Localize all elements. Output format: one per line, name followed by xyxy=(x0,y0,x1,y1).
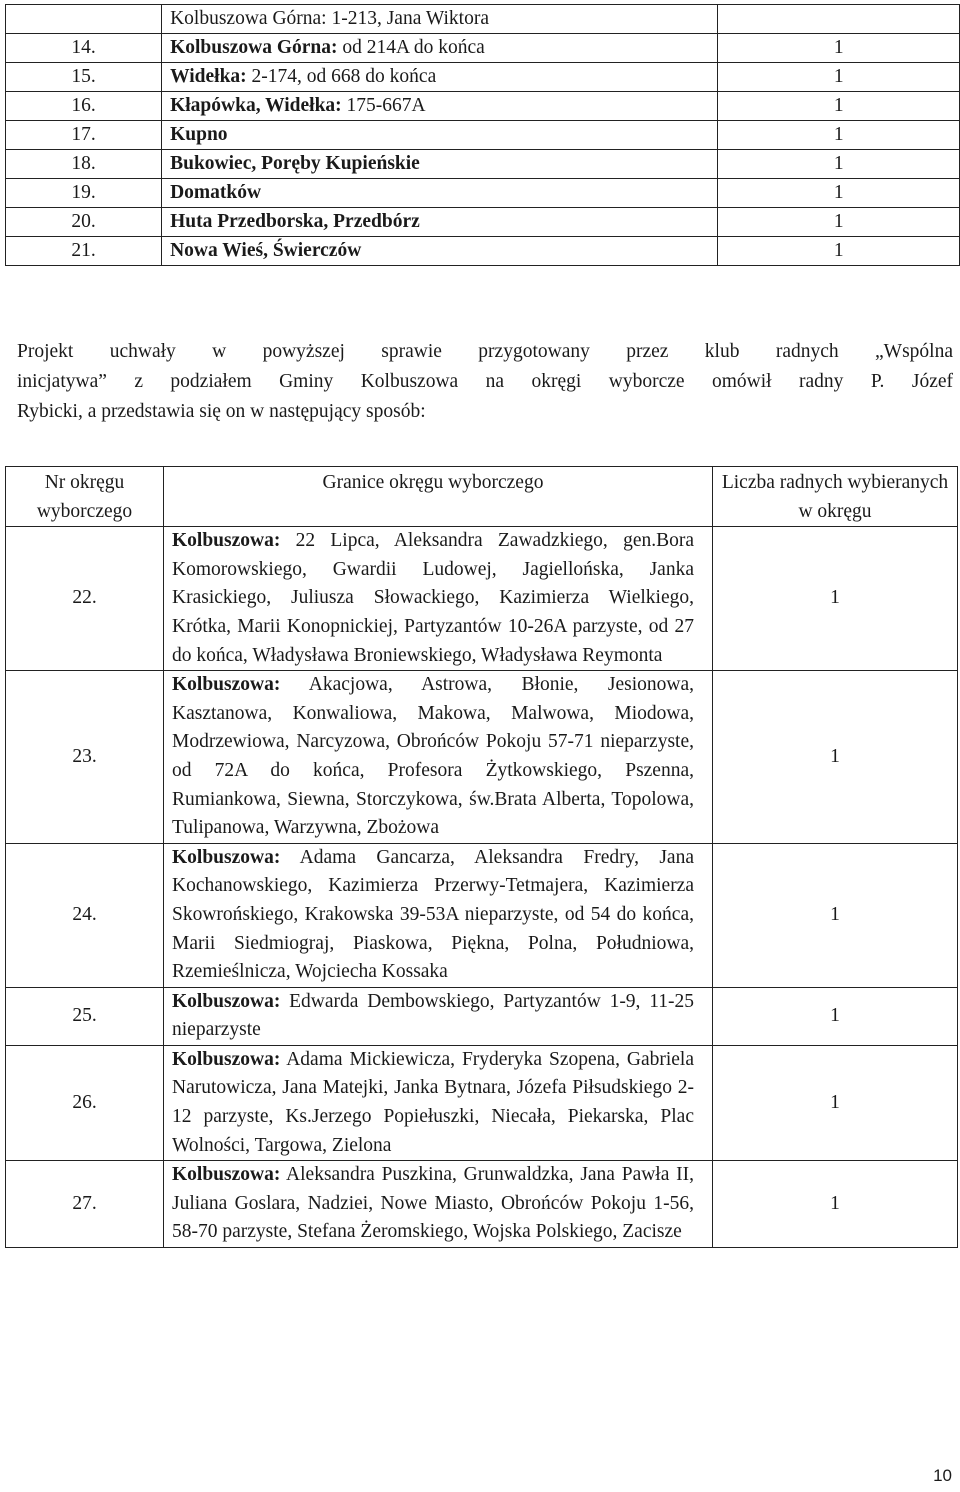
paragraph-line: Projekt uchwały w powyższej sprawie przygotowany przez klub radnych „Wspólna xyxy=(17,341,953,362)
councillor-count: 1 xyxy=(718,208,960,237)
paragraph-line: inicjatywa” z podziałem Gminy Kolbuszowa na okręgi wyborcze omówił radny P. Józef xyxy=(17,371,953,392)
district-name: Nowa Wieś, Świerczów xyxy=(162,237,718,266)
districts-table-top xyxy=(5,4,960,266)
district-number: 24. xyxy=(6,843,164,987)
councillor-count: 1 xyxy=(713,987,958,1045)
district-number: 23. xyxy=(6,671,164,844)
councillor-count: 1 xyxy=(718,150,960,179)
district-name: Bukowiec, Poręby Kupieńskie xyxy=(162,150,718,179)
district-boundaries: Kolbuszowa: Akacjowa, Astrowa, Błonie, Jesionowa, Kasztanowa, Konwaliowa, Makowa, Malwowa, Miodowa, Modrzewiowa, Narcyzowa, Obrońców Pokoju 57-71 nieparzyste, od 72A do końca, Profesora Żytkowskiego, Pszenna, Rumiankowa, Siewna, Storczykowa, św.Brata Alberta, Topolowa, Tulipanowa, Warzywna, Zbożowa xyxy=(164,671,713,844)
district-number: 16. xyxy=(6,92,162,121)
councillor-count: 1 xyxy=(718,92,960,121)
councillor-count xyxy=(718,5,960,34)
table-row xyxy=(6,179,960,208)
district-number: 14. xyxy=(6,34,162,63)
table-row xyxy=(6,208,960,237)
header-district-number: Nr okręgu wyborczego xyxy=(6,467,164,527)
councillor-count: 1 xyxy=(718,63,960,92)
councillor-count: 1 xyxy=(718,121,960,150)
table-row xyxy=(6,5,960,34)
district-number: 26. xyxy=(6,1045,164,1160)
district-number: 25. xyxy=(6,987,164,1045)
district-boundaries: Kolbuszowa: Adama Gancarza, Aleksandra Fredry, Jana Kochanowskiego, Kazimierza Przerwy-Tetmajera, Kazimierza Skowrońskiego, Krakowska 39-53A nieparzyste, od 54 do końca, Marii Siedmiograj, Piaskowa, Piękna, Polna, Południowa, Rzemieślnicza, Wojciecha Kossaka xyxy=(164,843,713,987)
district-name: Domatków xyxy=(162,179,718,208)
table-row xyxy=(6,1161,958,1248)
district-number: 17. xyxy=(6,121,162,150)
table-row xyxy=(6,987,958,1045)
district-name: Kupno xyxy=(162,121,718,150)
district-number: 19. xyxy=(6,179,162,208)
table-row xyxy=(6,92,960,121)
district-name: Kolbuszowa Górna: od 214A do końca xyxy=(162,34,718,63)
district-name: Kłapówka, Widełka: 175-667A xyxy=(162,92,718,121)
councillor-count: 1 xyxy=(718,237,960,266)
paragraph-line: Rybicki, a przedstawia się on w następujący sposób: xyxy=(17,401,426,422)
table-row xyxy=(6,34,960,63)
header-district-boundaries: Granice okręgu wyborczego xyxy=(164,467,713,527)
header-councillor-count: Liczba radnych wybieranych w okręgu xyxy=(713,467,958,527)
district-number: 18. xyxy=(6,150,162,179)
district-name: Huta Przedborska, Przedbórz xyxy=(162,208,718,237)
district-number xyxy=(6,5,162,34)
district-name: Kolbuszowa Górna: 1-213, Jana Wiktora xyxy=(162,5,718,34)
district-number: 22. xyxy=(6,527,164,671)
table-row xyxy=(6,843,958,987)
table-row xyxy=(6,671,958,844)
councillor-count: 1 xyxy=(713,527,958,671)
page-number: 10 xyxy=(933,1466,952,1485)
table-row xyxy=(6,150,960,179)
district-number: 20. xyxy=(6,208,162,237)
district-boundaries: Kolbuszowa: Edwarda Dembowskiego, Partyzantów 1-9, 11-25 nieparzyste xyxy=(164,987,713,1045)
councillor-count: 1 xyxy=(718,179,960,208)
councillor-count: 1 xyxy=(718,34,960,63)
table-row xyxy=(6,63,960,92)
councillor-count: 1 xyxy=(713,1161,958,1248)
table-header-row xyxy=(6,467,958,527)
councillor-count: 1 xyxy=(713,843,958,987)
districts-table-main xyxy=(5,466,958,1248)
table-row xyxy=(6,121,960,150)
district-boundaries: Kolbuszowa: Adama Mickiewicza, Fryderyka Szopena, Gabriela Narutowicza, Jana Matejki, Janka Bytnara, Józefa Piłsudskiego 2-12 parzyste, Ks.Jerzego Popiełuszki, Niecała, Piekarska, Plac Wolności, Targowa, Zielona xyxy=(164,1045,713,1160)
district-number: 27. xyxy=(6,1161,164,1248)
district-number: 15. xyxy=(6,63,162,92)
district-name: Widełka: 2-174, od 668 do końca xyxy=(162,63,718,92)
district-number: 21. xyxy=(6,237,162,266)
table-row xyxy=(6,1045,958,1160)
councillor-count: 1 xyxy=(713,671,958,844)
district-boundaries: Kolbuszowa: Aleksandra Puszkina, Grunwaldzka, Jana Pawła II, Juliana Goslara, Nadziei, Nowe Miasto, Obrońców Pokoju 1-56, 58-70 parzyste, Stefana Żeromskiego, Wojska Polskiego, Zacisze xyxy=(164,1161,713,1248)
district-boundaries: Kolbuszowa: 22 Lipca, Aleksandra Zawadzkiego, gen.Bora Komorowskiego, Gwardii Ludowej, Jagiellońska, Janka Krasickiego, Juliusza Słowackiego, Kazimierza Wielkiego, Krótka, Marii Konopnickiej, Partyzantów 10-26A parzyste, od 27 do końca, Władysława Broniewskiego, Władysława Reymonta xyxy=(164,527,713,671)
body-paragraph xyxy=(17,337,953,427)
table-row xyxy=(6,237,960,266)
councillor-count: 1 xyxy=(713,1045,958,1160)
table-row xyxy=(6,527,958,671)
